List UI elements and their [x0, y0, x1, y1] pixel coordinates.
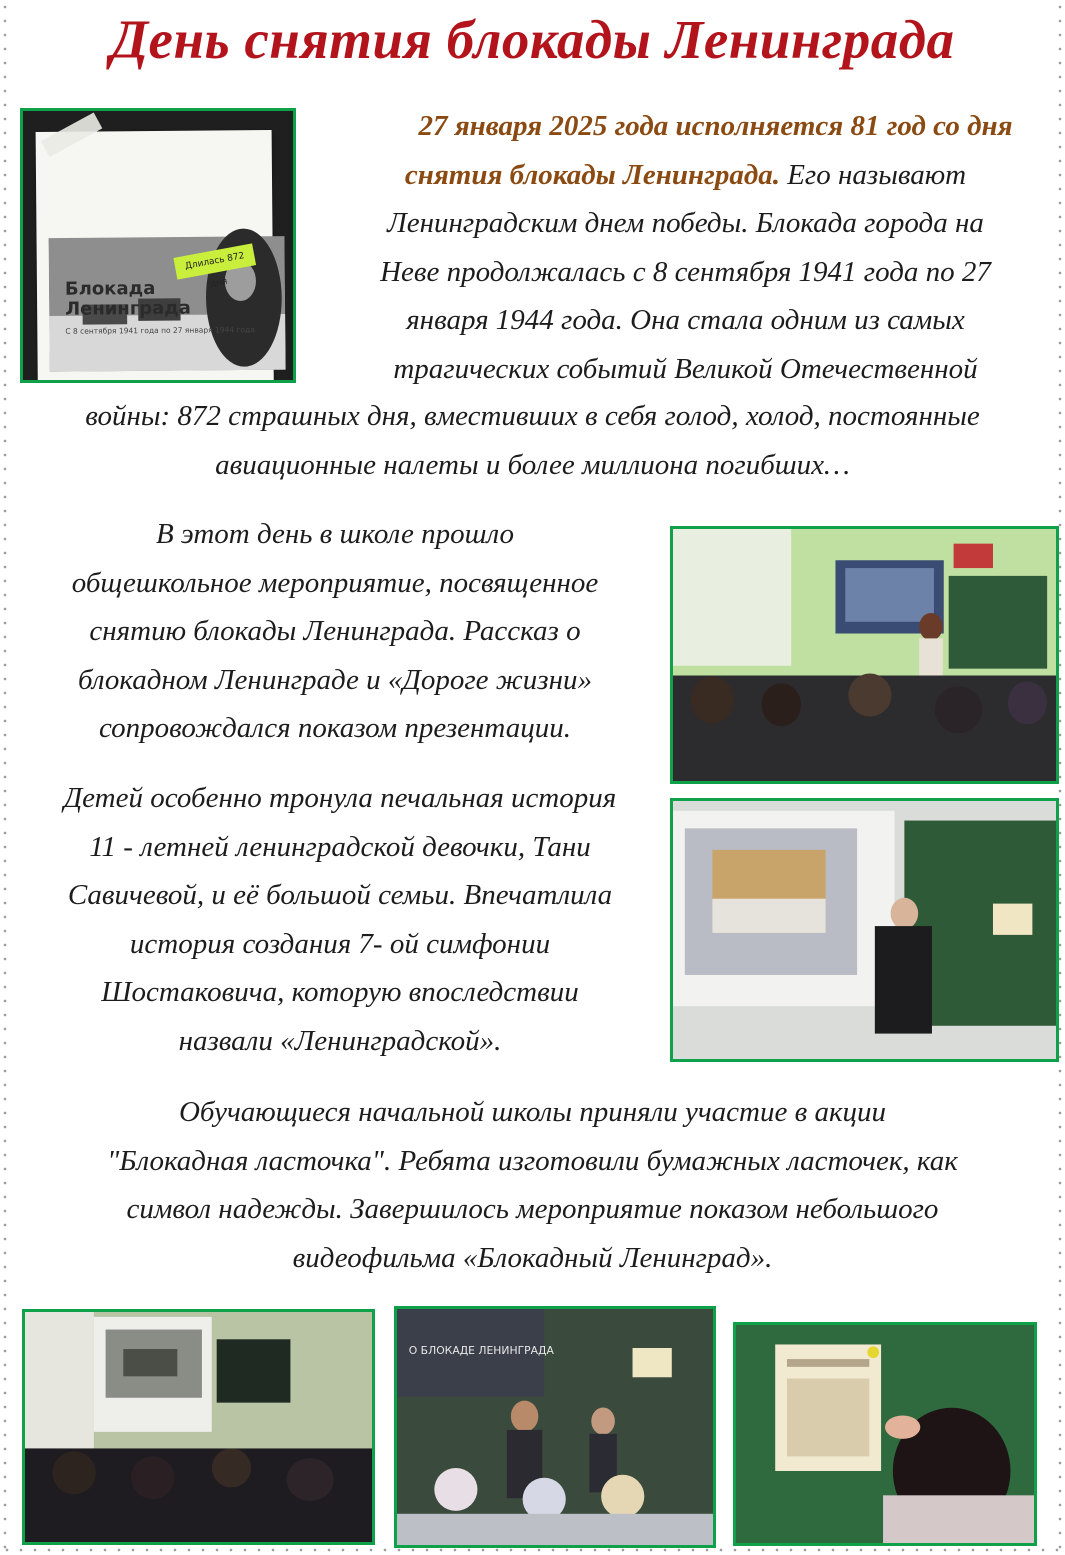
video-screening-photo: [22, 1309, 375, 1545]
section2-line-4: история создания 7- ой симфонии: [129, 927, 551, 960]
intro-line-3: января 1944 года. Она стала одним из самых: [406, 304, 965, 336]
section2-line-6: назвали «Ленинградской».: [178, 1024, 502, 1057]
section1-line-2: общешкольное мероприятие, посвященное: [71, 566, 599, 599]
section2-line-5: Шостаковича, которую впоследствии: [101, 976, 579, 1008]
intro-line-2: Неве продолжалась с 8 сентября 1941 года по 27: [380, 255, 991, 288]
page-title: День снятия блокады Ленинграда: [110, 9, 955, 70]
section2-line-2: 11 - летней ленинградской девочки, Тани: [89, 830, 591, 863]
slide-title-text: О БЛОКАДЕ ЛЕНИНГРАДА: [408, 1343, 554, 1357]
section3-paragraph: [20, 1088, 1045, 1282]
section3-line-3: символ надежды. Завершилось мероприятие показом небольшого: [126, 1193, 939, 1225]
section1-line-4: блокадном Ленинграде и «Дороге жизни»: [78, 663, 592, 696]
poster-subtitle: С 8 сентября 1941 года по 27 января 1944 года.: [65, 325, 258, 336]
section1-paragraph: [20, 510, 650, 753]
poster-card: [36, 130, 275, 383]
classroom-presentation-photo-2: [670, 798, 1059, 1062]
intro-full-line-1: войны: 872 страшных дня, вместивших в себя голод, холод, постоянные: [85, 400, 980, 432]
intro-line-1: Ленинградским днем победы. Блокада города на: [387, 207, 984, 239]
section1-line-1: В этот день в школе прошло: [155, 518, 515, 550]
poster-title: Блокада Ленинграда: [64, 277, 191, 320]
section3-line-2: "Блокадная ласточка". Ребята изготовили бумажных ласточек, как: [107, 1144, 958, 1177]
section3-line-4: видеофильма «Блокадный Ленинград».: [292, 1241, 773, 1274]
section3-line-1: Обучающиеся начальной школы приняли участие в акции: [178, 1096, 887, 1128]
blockade-swallow-group-photo: [394, 1306, 716, 1548]
poster-duration-tag: Длилась 872 дня: [173, 243, 256, 279]
section1-line-3: снятию блокады Ленинграда. Рассказ о: [89, 615, 581, 647]
intro-full-line-2: авиационные налеты и более миллиона погибших…: [215, 448, 850, 481]
blockade-poster-photo: [20, 108, 296, 383]
left-dotted-border: [2, 0, 8, 1555]
siege-ration-card-photo: [733, 1322, 1037, 1546]
section1-line-5: сопровождался показом презентации.: [99, 712, 571, 744]
section2-line-3: Савичевой, и её большой семьи. Впечатлила: [67, 879, 613, 911]
section2-line-1: Детей особенно тронула печальная история: [63, 782, 617, 814]
section2-paragraph: [20, 774, 660, 1065]
intro-highlight: 27 января 2025 года исполняется 81 год со дня снятия блокады Ленинграда.: [404, 110, 1013, 191]
classroom-presentation-photo-1: [670, 526, 1059, 784]
intro-paragraph-top: [318, 102, 1053, 393]
intro-paragraph-bottom: [20, 392, 1045, 489]
intro-body-first: Его называют: [787, 158, 967, 191]
intro-line-4: трагических событий Великой Отечественной: [393, 352, 978, 385]
